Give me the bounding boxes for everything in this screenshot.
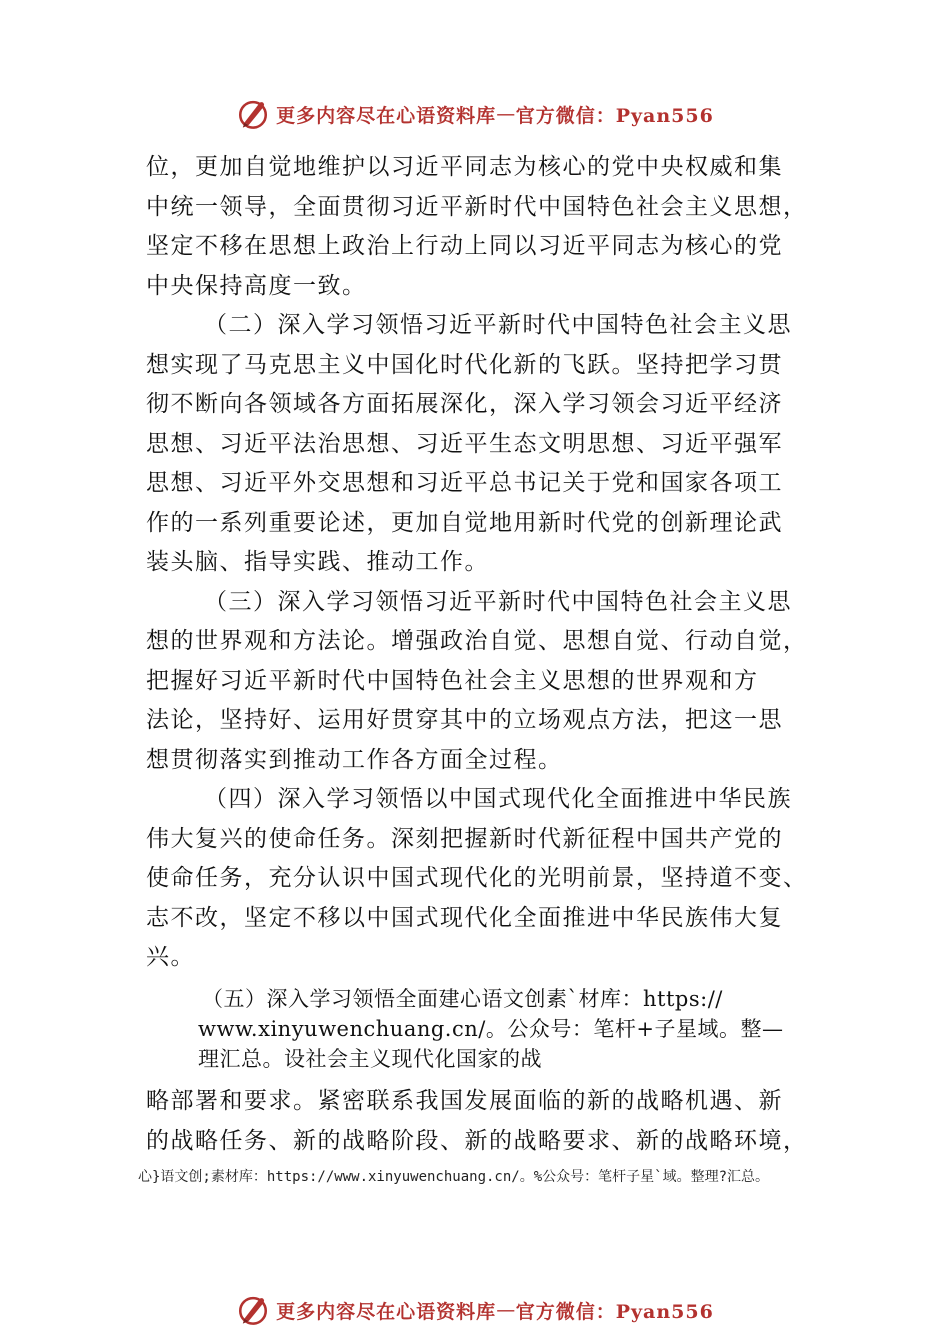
- document-body-continued: [146, 1082, 836, 1161]
- banner-text: 更多内容尽在心语资料库: [276, 104, 497, 127]
- text-line: 想的世界观和方法论。增强政治自觉、思想自觉、行动自觉，: [146, 628, 808, 654]
- header-banner: [0, 92, 950, 136]
- text-line: 志不改，坚定不移以中国式现代化全面推进中华民族伟大复: [146, 904, 783, 931]
- watermark-line: 理汇总。设社会主义现代化国家的战: [198, 1047, 542, 1071]
- banner-separator: —: [496, 103, 516, 125]
- text-line: 把握好习近平新时代中国特色社会主义思想的世界观和方: [146, 667, 759, 694]
- text-line: 位，更加自觉地维护以习近平同志为核心的党中央权威和集: [146, 154, 783, 180]
- footnote-watermark: 心}语文创;素材库：https://www.xinyuwenchuang.cn/。%公众号：笔杆子星`域。整理?汇总。: [138, 1169, 770, 1185]
- text-line: 思想、习近平法治思想、习近平生态文明思想、习近平强军: [146, 430, 783, 457]
- text-line: 中统一领导，全面贯彻习近平新时代中国特色社会主义思想，: [146, 193, 808, 220]
- text-line: 伟大复兴的使命任务。深刻把握新时代新征程中国共产党的: [146, 825, 783, 852]
- text-line: 的战略任务、新的战略阶段、新的战略要求、新的战略环境，: [146, 1127, 808, 1154]
- text-line: 兴。: [146, 944, 195, 970]
- text-line: 略部署和要求。紧密联系我国发展面临的新的战略机遇、新: [146, 1088, 783, 1114]
- text-line: 法论，坚持好、运用好贯穿其中的立场观点方法，把这一思: [146, 707, 783, 733]
- banner-wechat: 官方微信：Pyan556: [515, 1300, 714, 1323]
- watermark-paragraph: [198, 984, 838, 1074]
- text-line: （四）深入学习领悟以中国式现代化全面推进中华民族: [204, 786, 792, 812]
- text-line: （二）深入学习领悟习近平新时代中国特色社会主义思: [204, 312, 792, 338]
- text-line: 想实现了马克思主义中国化时代化新的飞跃。坚持把学习贯: [146, 351, 783, 378]
- text-line: 彻不断向各领域各方面拓展深化，深入学习领会习近平经济: [146, 391, 783, 417]
- footer-banner: [0, 1288, 950, 1332]
- banner-text: 更多内容尽在心语资料库: [276, 1300, 497, 1323]
- text-line: 装头脑、指导实践、推动工作。: [146, 549, 489, 575]
- watermark-line: （五）深入学习领悟全面建心语文创素`材库：https://: [202, 987, 723, 1011]
- text-line: 使命任务，充分认识中国式现代化的光明前景，坚持道不变、: [146, 865, 808, 891]
- text-line: 作的一系列重要论述，更加自觉地用新时代党的创新理论武: [146, 509, 783, 536]
- text-line: 中央保持高度一致。: [146, 272, 367, 299]
- pen-logo-icon: [236, 97, 270, 131]
- document-body: [146, 148, 836, 978]
- watermark-line: www.xinyuwenchuang.cn/。公众号：笔杆+子星域。整—: [198, 1017, 784, 1041]
- banner-separator: —: [496, 1299, 516, 1321]
- text-line: （三）深入学习领悟习近平新时代中国特色社会主义思: [204, 588, 792, 615]
- text-line: 思想、习近平外交思想和习近平总书记关于党和国家各项工: [146, 470, 783, 496]
- banner-wechat: 官方微信：Pyan556: [515, 104, 714, 127]
- text-line: 想贯彻落实到推动工作各方面全过程。: [146, 746, 563, 773]
- pen-logo-icon: [236, 1293, 270, 1327]
- text-line: 坚定不移在思想上政治上行动上同以习近平同志为核心的党: [146, 233, 783, 259]
